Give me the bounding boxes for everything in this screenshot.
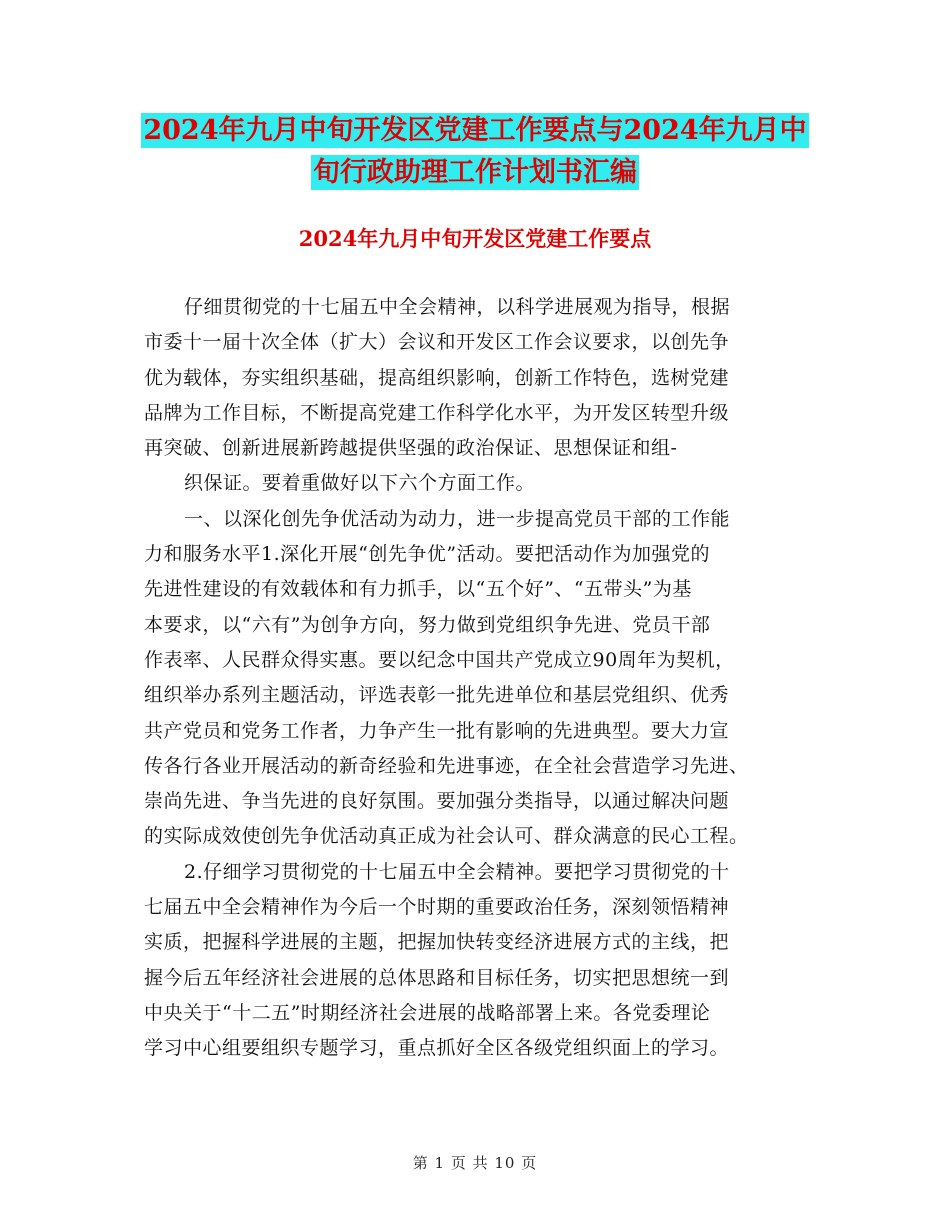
document-title-line-1 bbox=[0, 110, 950, 152]
section-heading: 2024年九月中旬开发区党建工作要点 bbox=[298, 226, 652, 251]
document-body bbox=[144, 290, 806, 1067]
paragraph-line: 仔细贯彻党的十七届五中全会精神，以科学进展观为指导，根据 bbox=[184, 296, 731, 318]
document-title-line-2 bbox=[0, 152, 950, 194]
paragraph-line: 作表率、人民群众得实惠。要以纪念中国共产党成立90周年为契机， bbox=[144, 648, 735, 671]
paragraph-line: 崇尚先进、争当先进的良好氛围。要加强分类指导，以通过解决问题 bbox=[144, 790, 730, 813]
paragraph-line: 的实际成效使创先争优活动真正成为社会认可、群众满意的民心工程。 bbox=[144, 825, 749, 848]
paragraph-line: 一、以深化创先争优活动为动力，进一步提高党员干部的工作能 bbox=[184, 507, 731, 530]
paragraph-line: 七届五中全会精神作为今后一个时期的重要政治任务，深刻领悟精神 bbox=[144, 896, 730, 919]
paragraph-line: 优为载体，夯实组织基础，提高组织影响，创新工作特色，选树党建 bbox=[144, 366, 730, 389]
page-number: 第 1 页 共 10 页 bbox=[412, 1154, 538, 1172]
paragraph-line: 组织举办系列主题活动，评选表彰一批先进单位和基层党组织、优秀 bbox=[144, 684, 730, 707]
paragraph-line: 力和服务水平1.深化开展“创先争优”活动。要把活动作为加强党的 bbox=[144, 543, 711, 566]
paragraph-line: 2.仔细学习贯彻党的十七届五中全会精神。要把学习贯彻党的十 bbox=[184, 860, 730, 883]
title-highlight: 旬行政助理工作计划书汇编 bbox=[313, 157, 637, 188]
paragraph-line: 先进性建设的有效载体和有力抓手，以“五个好”、“五带头”为基 bbox=[144, 578, 692, 601]
paragraph-line: 再突破、创新进展新跨越提供坚强的政治保证、思想保证和组- bbox=[144, 437, 678, 460]
paragraph-line: 握今后五年经济社会进展的总体思路和目标任务，切实把思想统一到 bbox=[144, 966, 730, 989]
paragraph-line: 中央关于“十二五”时期经济社会进展的战略部署上来。各党委理论 bbox=[144, 1001, 711, 1024]
title-highlight: 2024年九月中旬开发区党建工作要点与2024年九月中 bbox=[143, 115, 807, 146]
paragraph-line: 市委十一届十次全体（扩大）会议和开发区工作会议要求，以创先争 bbox=[144, 331, 730, 354]
paragraph-line: 实质，把握科学进展的主题，把握加快转变经济进展方式的主线，把 bbox=[144, 931, 730, 954]
paragraph-line: 本要求，以“六有”为创争方向，努力做到党组织争先进、党员干部 bbox=[144, 613, 711, 636]
paragraph-line: 传各行各业开展活动的新奇经验和先进事迹，在全社会营造学习先进、 bbox=[144, 754, 749, 777]
paragraph-line: 学习中心组要组织专题学习，重点抓好全区各级党组织面上的学习。 bbox=[144, 1037, 730, 1060]
paragraph-line: 织保证。要着重做好以下六个方面工作。 bbox=[184, 472, 536, 495]
paragraph-line: 品牌为工作目标，不断提高党建工作科学化水平，为开发区转型升级 bbox=[144, 401, 730, 424]
paragraph-line: 共产党员和党务工作者，力争产生一批有影响的先进典型。要大力宣 bbox=[144, 719, 730, 742]
